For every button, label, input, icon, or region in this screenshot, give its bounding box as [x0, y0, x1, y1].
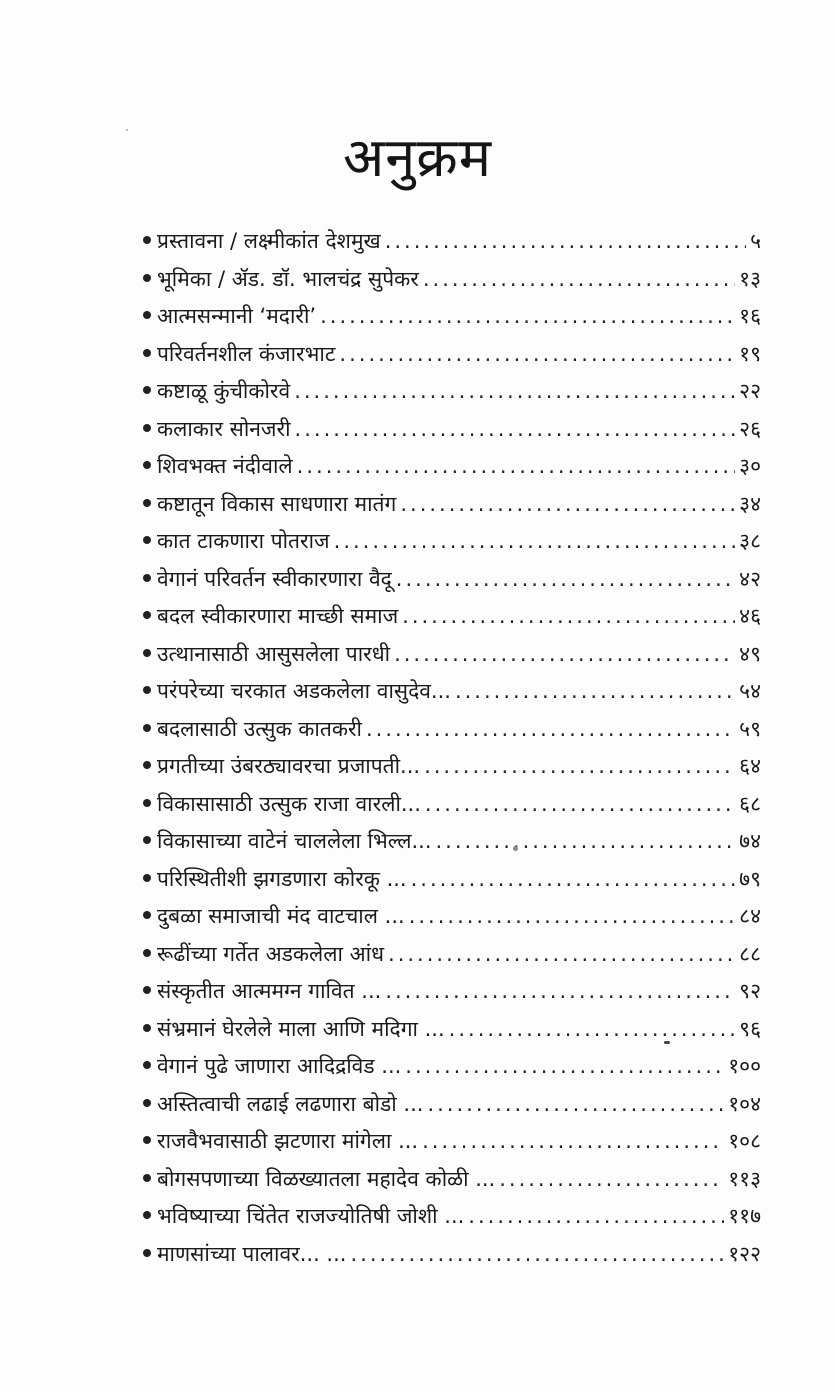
- bullet-icon: [143, 761, 151, 769]
- toc-entry: [143, 1161, 761, 1199]
- toc-entry-title: कष्टातून विकास साधणारा मातंग: [157, 491, 397, 516]
- dot-leader: [297, 448, 735, 486]
- toc-entry: [143, 486, 761, 524]
- dot-leader: [366, 711, 735, 749]
- dot-leader: [385, 973, 735, 1011]
- dot-leader: [402, 598, 735, 636]
- toc-entry-page-number: ११७: [728, 1204, 761, 1228]
- dot-leader: [294, 373, 735, 411]
- toc-entry: [143, 786, 761, 824]
- toc-entry: [143, 598, 761, 636]
- toc-entry-title: परंपरेच्या चरकात अडकलेला वासुदेव...: [157, 679, 451, 703]
- toc-entry-title: कात टाकणारा पोतराज: [157, 529, 330, 553]
- dot-leader: [468, 1198, 724, 1236]
- toc-entry-page-number: १०८: [728, 1129, 761, 1153]
- toc-entry-title: कलाकार सोनजरी: [157, 416, 291, 441]
- toc-entry-title: शिवभक्त नंदीवाले: [157, 454, 293, 478]
- toc-entry-page-number: ५९: [739, 716, 761, 741]
- toc-entry-title: भविष्याच्या चिंतेत राजज्योतिषी जोशी ...: [157, 1204, 465, 1228]
- toc-entry: [143, 411, 761, 449]
- bullet-icon: [143, 874, 151, 882]
- toc-entry-title: बदल स्वीकारणारा माच्छी समाज: [157, 604, 399, 628]
- bullet-icon: [143, 724, 151, 732]
- toc-entry-title: कष्टाळू कुंचीकोरवे: [157, 379, 291, 403]
- toc-entry: [143, 748, 761, 786]
- toc-entry-page-number: ४६: [739, 604, 761, 628]
- toc-entry-page-number: ३८: [739, 529, 761, 553]
- toc-entry-title: आत्मसन्मानी ‘मदारी’: [157, 304, 317, 328]
- toc-entry-page-number: १३: [739, 266, 761, 291]
- dot-leader: [424, 748, 735, 786]
- paper-speck: [513, 846, 518, 851]
- dot-leader: [405, 1048, 724, 1086]
- toc-entry-page-number: ५४: [739, 679, 761, 703]
- bullet-icon: [143, 461, 151, 469]
- toc-entry-title: वेगानं पुढे जाणारा आदिद्रविड ...: [157, 1054, 402, 1078]
- dot-leader: [499, 1161, 724, 1199]
- toc-entry-page-number: ४९: [739, 641, 761, 666]
- toc-entry: [143, 336, 761, 374]
- toc-entry-page-number: ९२: [739, 979, 761, 1003]
- toc-entry-title: भूमिका / ॲड. डॉ. भालचंद्र सुपेकर: [157, 266, 419, 291]
- bullet-icon: [143, 911, 151, 919]
- toc-entry-page-number: २२: [739, 379, 761, 403]
- toc-entry-title: विकासासाठी उत्सुक राजा वारली...: [157, 791, 421, 816]
- toc-entry: [143, 898, 761, 936]
- toc-entry: [143, 936, 761, 974]
- toc-entry-page-number: ८४: [739, 904, 761, 928]
- dot-leader: [396, 561, 735, 599]
- toc-entry: [143, 823, 761, 861]
- toc-entry-title: वेगानं परिवर्तन स्वीकारणारा वैदू: [157, 566, 392, 591]
- toc-entry: [143, 561, 761, 599]
- dot-leader: [385, 223, 746, 261]
- dot-leader: [388, 936, 735, 974]
- toc-entry-title: संस्कृतीत आत्ममग्न गावित ...: [157, 979, 382, 1003]
- toc-entry-title: उत्थानासाठी आसुसलेला पारधी: [157, 641, 391, 666]
- toc-entry-page-number: ३०: [739, 454, 761, 478]
- bullet-icon: [143, 574, 151, 582]
- toc-entry-title: बदलासाठी उत्सुक कातकरी: [157, 716, 362, 741]
- dot-leader: [449, 1011, 735, 1049]
- dot-leader: [425, 786, 735, 824]
- dot-leader: [436, 823, 736, 861]
- toc-entry: [143, 1086, 761, 1124]
- toc-entry-page-number: १६: [739, 304, 761, 328]
- toc-entry-page-number: ११३: [728, 1166, 761, 1191]
- toc-entry-title: अस्तित्वाची लढाई लढणारा बोडो ...: [157, 1091, 424, 1116]
- toc-entry-title: परिवर्तनशील कंजारभाट: [157, 341, 336, 366]
- toc-entry-title: परिस्थितीशी झगडणारा कोरकू ...: [157, 866, 407, 891]
- toc-entry: [143, 261, 761, 299]
- toc-entry-page-number: ६८: [739, 791, 761, 816]
- dot-leader: [339, 336, 735, 374]
- bullet-icon: [143, 1061, 151, 1069]
- toc-entry-page-number: १००: [728, 1054, 761, 1078]
- dot-leader: [320, 298, 735, 336]
- bullet-icon: [143, 236, 151, 244]
- toc-entry-title: बोगसपणाच्या विळख्यातला महादेव कोळी ...: [157, 1166, 496, 1191]
- toc-entry: [143, 861, 761, 899]
- bullet-icon: [143, 986, 151, 994]
- toc-entry-page-number: ९६: [739, 1016, 761, 1041]
- toc-entry: [143, 636, 761, 674]
- toc-entry: [143, 1236, 761, 1274]
- dot-leader: [409, 898, 735, 936]
- bullet-icon: [143, 799, 151, 807]
- toc-entry-title: संभ्रमानं घेरलेले माला आणि मदिगा ...: [157, 1016, 445, 1041]
- bullet-icon: [143, 536, 151, 544]
- bullet-icon: [143, 311, 151, 319]
- bullet-icon: [143, 1136, 151, 1144]
- toc-entry-page-number: २६: [739, 416, 761, 441]
- toc-entry: [143, 1123, 761, 1161]
- dot-leader: [455, 673, 735, 711]
- toc-entry: [143, 373, 761, 411]
- dot-leader: [423, 261, 735, 299]
- toc-entry: [143, 1048, 761, 1086]
- toc-entry: [143, 523, 761, 561]
- dot-leader: [400, 486, 735, 524]
- bullet-icon: [143, 949, 151, 957]
- toc-entry-page-number: ७९: [739, 866, 761, 891]
- dot-leader: [350, 1236, 724, 1274]
- toc-entry-page-number: १९: [739, 341, 761, 366]
- toc-entry-title: माणसांच्या पालावर... ...: [157, 1241, 347, 1266]
- dot-leader: [427, 1086, 724, 1124]
- bullet-icon: [143, 1024, 151, 1032]
- bullet-icon: [143, 274, 151, 282]
- table-of-contents: [143, 223, 761, 1273]
- toc-entry-title: दुबळा समाजाची मंद वाटचाल ...: [157, 904, 405, 928]
- bullet-icon: [143, 1099, 151, 1107]
- toc-entry: [143, 298, 761, 336]
- bullet-icon: [143, 349, 151, 357]
- paper-speck: [664, 1041, 670, 1044]
- toc-entry-title: रूढींच्या गर्तेत अडकलेला आंध: [157, 941, 385, 966]
- bullet-icon: [143, 1211, 151, 1219]
- toc-entry-title: राजवैभवासाठी झटणारा मांगेला ...: [157, 1129, 419, 1153]
- dot-leader: [422, 1123, 724, 1161]
- toc-entry-page-number: १२२: [728, 1241, 761, 1266]
- dot-leader: [394, 636, 735, 674]
- paper-speck: [126, 129, 128, 131]
- page-title: अनुक्रम: [343, 126, 492, 189]
- dot-leader: [334, 523, 736, 561]
- toc-entry-page-number: ३४: [739, 491, 761, 516]
- bullet-icon: [143, 649, 151, 657]
- toc-entry: [143, 448, 761, 486]
- toc-entry-page-number: ५: [750, 229, 761, 253]
- bullet-icon: [143, 686, 151, 694]
- toc-entry: [143, 973, 761, 1011]
- bullet-icon: [143, 424, 151, 432]
- toc-entry: [143, 1198, 761, 1236]
- toc-entry: [143, 223, 761, 261]
- dot-leader: [411, 861, 736, 899]
- toc-entry: [143, 673, 761, 711]
- bullet-icon: [143, 1174, 151, 1182]
- bullet-icon: [143, 1249, 151, 1257]
- toc-entry-page-number: ४२: [739, 566, 761, 591]
- dot-leader: [295, 411, 736, 449]
- toc-entry-page-number: १०४: [728, 1091, 761, 1116]
- toc-entry-page-number: ७४: [739, 829, 761, 853]
- toc-entry-page-number: ६४: [739, 754, 761, 778]
- toc-entry-title: विकासाच्या वाटेनं चाललेला भिल्ल...: [157, 829, 432, 853]
- bullet-icon: [143, 499, 151, 507]
- toc-entry: [143, 711, 761, 749]
- toc-entry-page-number: ८८: [739, 941, 761, 966]
- toc-entry-title: प्रस्तावना / लक्ष्मीकांत देशमुख: [157, 229, 381, 253]
- bullet-icon: [143, 611, 151, 619]
- toc-entry-title: प्रगतीच्या उंबरठ्यावरचा प्रजापती...: [157, 754, 421, 778]
- bullet-icon: [143, 386, 151, 394]
- bullet-icon: [143, 836, 151, 844]
